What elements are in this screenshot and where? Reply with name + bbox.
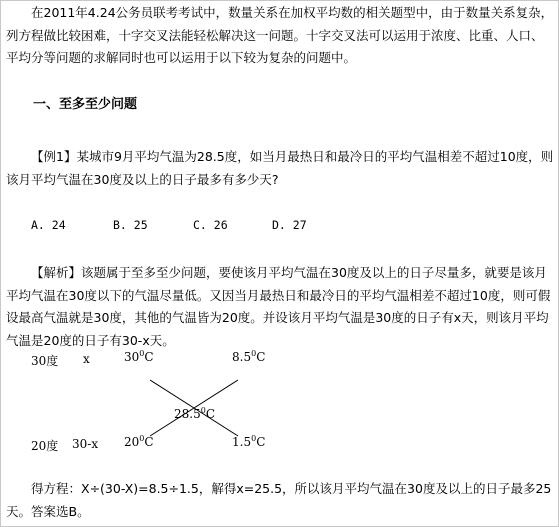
row2-label: 20度 xyxy=(31,439,59,453)
bottom-right-difference: $1.5^0C$ xyxy=(232,434,266,449)
row1-label: 30度 xyxy=(31,354,59,368)
analysis-paragraph: 【解析】该题属于至多至少问题，要使该月平均气温在30度及以上的日子尽量多，就要是该月平均气温在30度以下的气温尽量低。又因当月最热日和最冷日的平均气温相差不超过10度，则可假设最高气温就是30度，其他的气温皆为20度。并设该月平均气温是30度的日子有x天，则该月平均气温是20度的日子有30-x天。 xyxy=(6,265,551,348)
option-c: C. 26 xyxy=(193,218,228,232)
conclusion-paragraph: 得方程：X÷(30-X)=8.5÷1.5，解得x=25.5，所以该月平均气温在30度及以上的日子最多25天。答案选B。 xyxy=(6,481,552,519)
bottom-left-temperature: $20^0C$ xyxy=(124,434,154,449)
option-b: B. 25 xyxy=(113,218,148,232)
top-right-difference: $8.5^0C$ xyxy=(232,349,266,364)
option-a: A. 24 xyxy=(31,218,66,232)
example-question: 【例1】某城市9月平均气温为28.5度，如当月最热日和最冷日的平均气温相差不超过10度，则该月平均气温在30度及以上的日子最多有多少天? xyxy=(6,149,554,187)
option-d: D. 27 xyxy=(272,218,307,232)
section-title: 一、至多至少问题 xyxy=(33,97,138,112)
row1-variable: x xyxy=(83,352,90,366)
top-left-temperature: $30^0C$ xyxy=(124,349,154,364)
row2-variable: 30-x xyxy=(72,437,99,451)
intro-paragraph: 在2011年4.24公务员联考考试中，数量关系在加权平均数的相关题型中，由于数量关系复杂，列方程做比较困难，十字交叉法能轻松解决这一问题。十字交叉法可以运用于浓度、比重、人口、平均分等问题的求解同时也可以运用于以下较为复杂的问题中。 xyxy=(6,5,554,65)
center-average: 28.5$^0$C xyxy=(174,406,215,421)
